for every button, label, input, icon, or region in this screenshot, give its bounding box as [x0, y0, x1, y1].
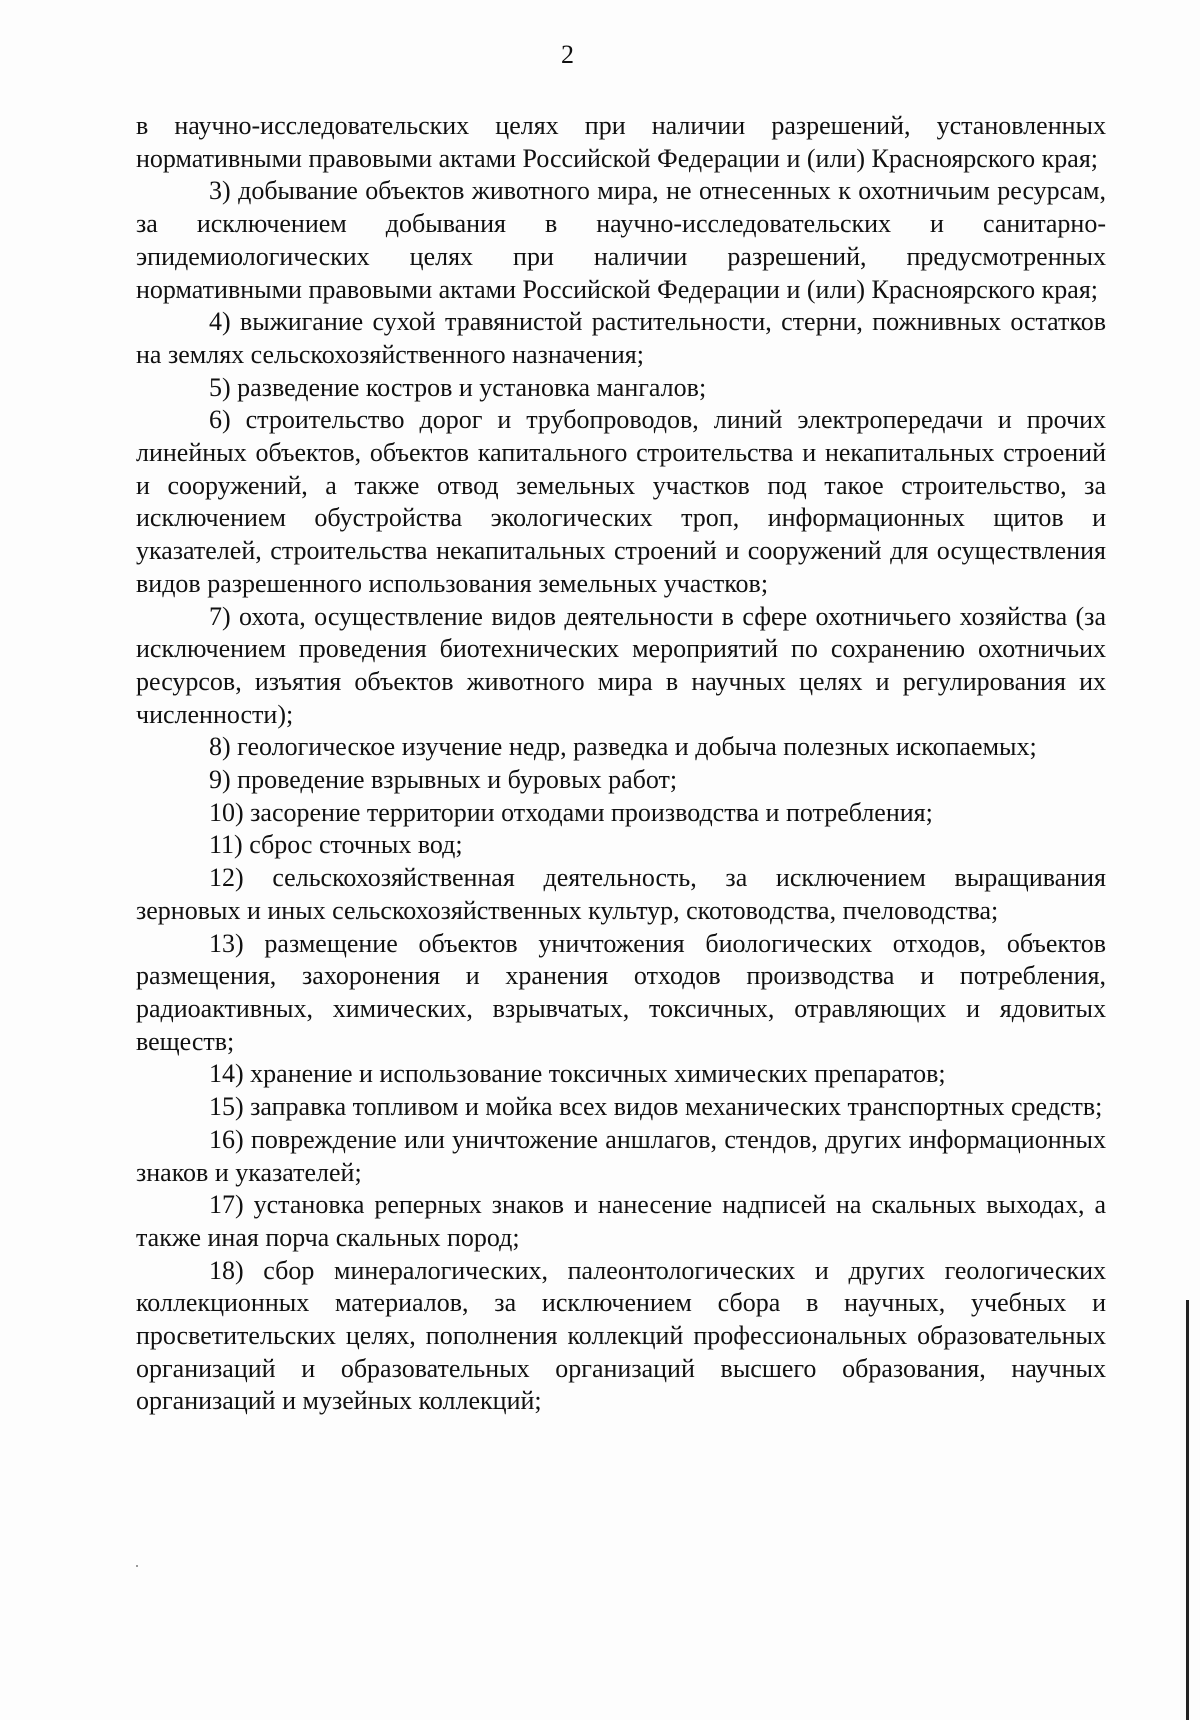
- list-item-13: 13) размещение объектов уничтожения биологических отходов, объектов размещения, захоронения и хранения отходов производства и потребления, радиоактивных, химических, взрывчатых, токсичных, отравляющих и ядовитых веществ;: [136, 928, 1106, 1056]
- list-item-5: 5) разведение костров и установка мангалов;: [209, 372, 707, 402]
- list-item-14: 14) хранение и использование токсичных химических препаратов;: [209, 1059, 946, 1089]
- list-item-15: 15) заправка топливом и мойка всех видов механических транспортных средств;: [209, 1092, 1103, 1122]
- list-item-9: 9) проведение взрывных и буровых работ;: [209, 765, 678, 795]
- list-item-10: 10) засорение территории отходами производства и потребления;: [209, 797, 933, 827]
- list-item-17: 17) установка реперных знаков и нанесение надписей на скальных выходах, а также иная порча скальных пород;: [136, 1190, 1106, 1252]
- list-item-18: 18) сбор минералогических, палеонтологических и других геологических коллекционных материалов, за исключением сбора в научных, учебных и просветительских целях, пополнения коллекций профессиональных образовательных организаций и образовательных организаций высшего образования, научных организаций и музейных коллекций;: [136, 1255, 1106, 1416]
- list-item-3: 3) добывание объектов животного мира, не отнесенных к охотничьим ресурсам, за исключением добывания в научно-исследовательских и санитарно-эпидемиологических целях при наличии разрешений, предусмотренных нормативными правовыми актами Российской Федерации и (или) Красноярского края;: [136, 176, 1106, 304]
- list-item-8: 8) геологическое изучение недр, разведка и добыча полезных ископаемых;: [209, 732, 1037, 762]
- list-item-11: 11) сброс сточных вод;: [209, 830, 463, 860]
- list-item-7: 7) охота, осуществление видов деятельности в сфере охотничьего хозяйства (за исключением проведения биотехнических мероприятий по сохранению охотничьих ресурсов, изъятия объектов животного мира в научных целях и регулирования их численности);: [136, 601, 1106, 729]
- page-number: 2: [561, 40, 574, 69]
- list-item-12: 12) сельскохозяйственная деятельность, за исключением выращивания зерновых и иных сельскохозяйственных культур, скотоводства, пчеловодства;: [136, 863, 1106, 925]
- list-item-6: 6) строительство дорог и трубопроводов, линий электропередачи и прочих линейных объектов, объектов капитального строительства и некапитальных строений и сооружений, а также отвод земельных участков под такое строительство, за исключением обустройства экологических троп, информационных щитов и указателей, строительства некапитальных строений и сооружений для осуществления видов разрешенного использования земельных участков;: [136, 405, 1106, 598]
- scan-edge-line: [1186, 1300, 1189, 1720]
- document-body: [136, 110, 1106, 1418]
- list-item-16: 16) повреждение или уничтожение аншлагов, стендов, других информационных знаков и указателей;: [136, 1124, 1106, 1187]
- paragraph-continuation: в научно-исследовательских целях при наличии разрешений, установленных нормативными правовыми актами Российской Федерации и (или) Красноярского края;: [136, 111, 1106, 173]
- list-item-4: 4) выжигание сухой травянистой растительности, стерни, пожнивных остатков на землях сельскохозяйственного назначения;: [136, 307, 1106, 369]
- scan-speck: [136, 1565, 138, 1567]
